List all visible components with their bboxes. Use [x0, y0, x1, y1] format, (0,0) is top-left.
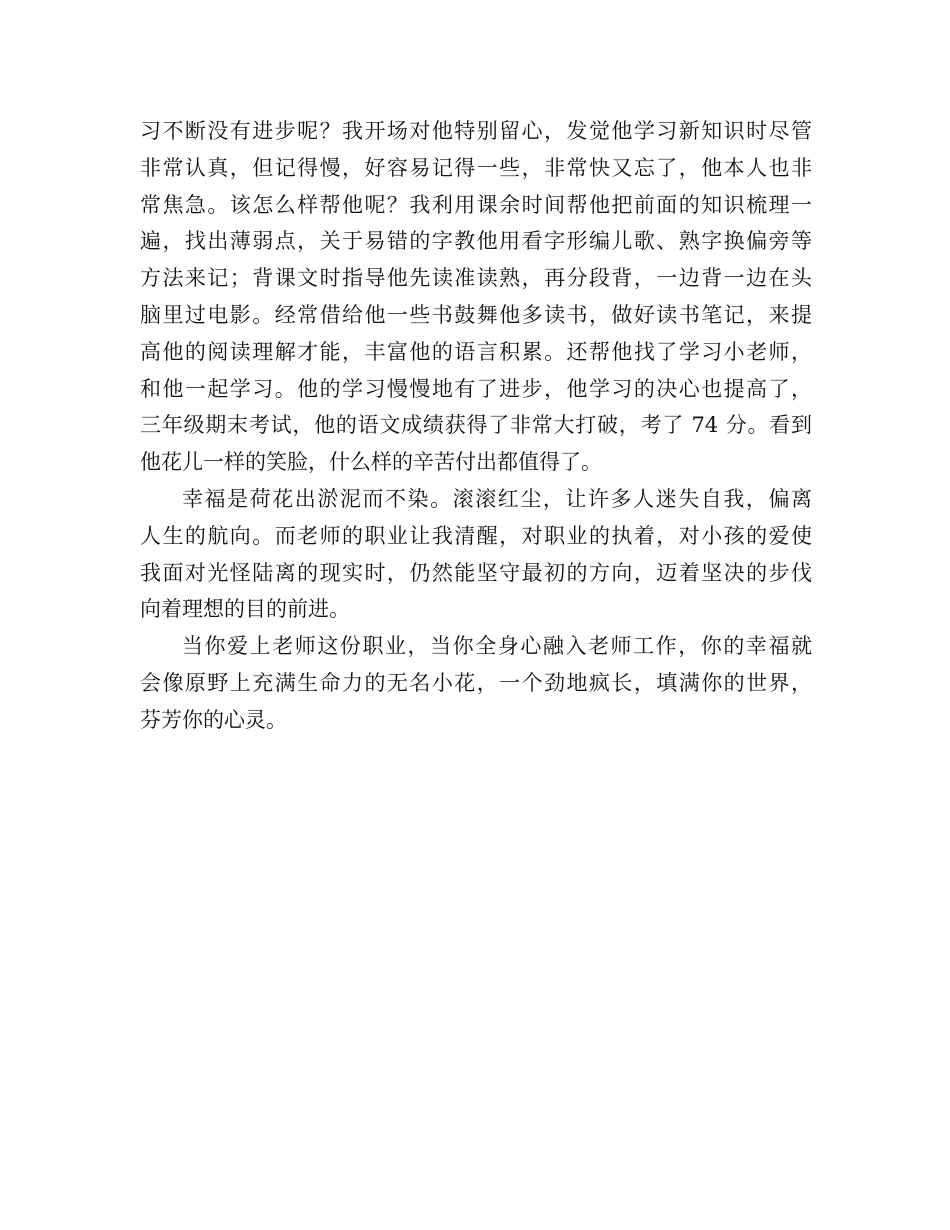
paragraph-line: 我面对光怪陆离的现实时，仍然能坚守最初的方向，迈着坚决的步伐 — [140, 560, 812, 585]
paragraph-line: 和他一起学习。他的学习慢慢地有了进步，他学习的决心也提高了， — [140, 376, 812, 401]
paragraph-line: 他花儿一样的笑脸，什么样的辛苦付出都值得了。 — [140, 450, 602, 475]
paragraph-line: 三年级期末考试，他的语文成绩获得了非常大打破，考了 74 分。看到 — [140, 413, 812, 438]
paragraph-line: 方法来记；背课文时指导他先读准读熟，再分段背，一边背一边在头 — [140, 266, 812, 291]
document-body — [140, 113, 812, 739]
paragraph-line: 会像原野上充满生命力的无名小花，一个劲地疯长，填满你的世界， — [140, 670, 812, 695]
paragraph-line: 非常认真，但记得慢，好容易记得一些，非常快又忘了，他本人也非 — [140, 155, 812, 180]
paragraph-line: 人生的航向。而老师的职业让我清醒，对职业的执着，对小孩的爱使 — [140, 523, 812, 548]
paragraph-line: 常焦急。该怎么样帮他呢？我利用课余时间帮他把前面的知识梳理一 — [140, 192, 812, 217]
paragraph-2 — [140, 481, 812, 628]
paragraph-line: 向着理想的目的前进。 — [140, 597, 350, 622]
paragraph-line: 高他的阅读理解才能，丰富他的语言积累。还帮他找了学习小老师， — [140, 339, 812, 364]
paragraph-line: 当你爱上老师这份职业，当你全身心融入老师工作，你的幸福就 — [182, 634, 812, 659]
paragraph-line: 习不断没有进步呢？我开场对他特别留心，发觉他学习新知识时尽管 — [140, 119, 812, 143]
paragraph-3 — [140, 628, 812, 738]
paragraph-line: 遍，找出薄弱点，关于易错的字教他用看字形编儿歌、熟字换偏旁等 — [140, 229, 812, 254]
paragraph-line: 幸福是荷花出淤泥而不染。滚滚红尘，让许多人迷失自我，偏离 — [182, 486, 812, 511]
paragraph-line: 芬芳你的心灵。 — [140, 707, 287, 732]
paragraph-line: 脑里过电影。经常借给他一些书鼓舞他多读书，做好读书笔记，来提 — [140, 302, 812, 327]
paragraph-1 — [140, 113, 812, 481]
